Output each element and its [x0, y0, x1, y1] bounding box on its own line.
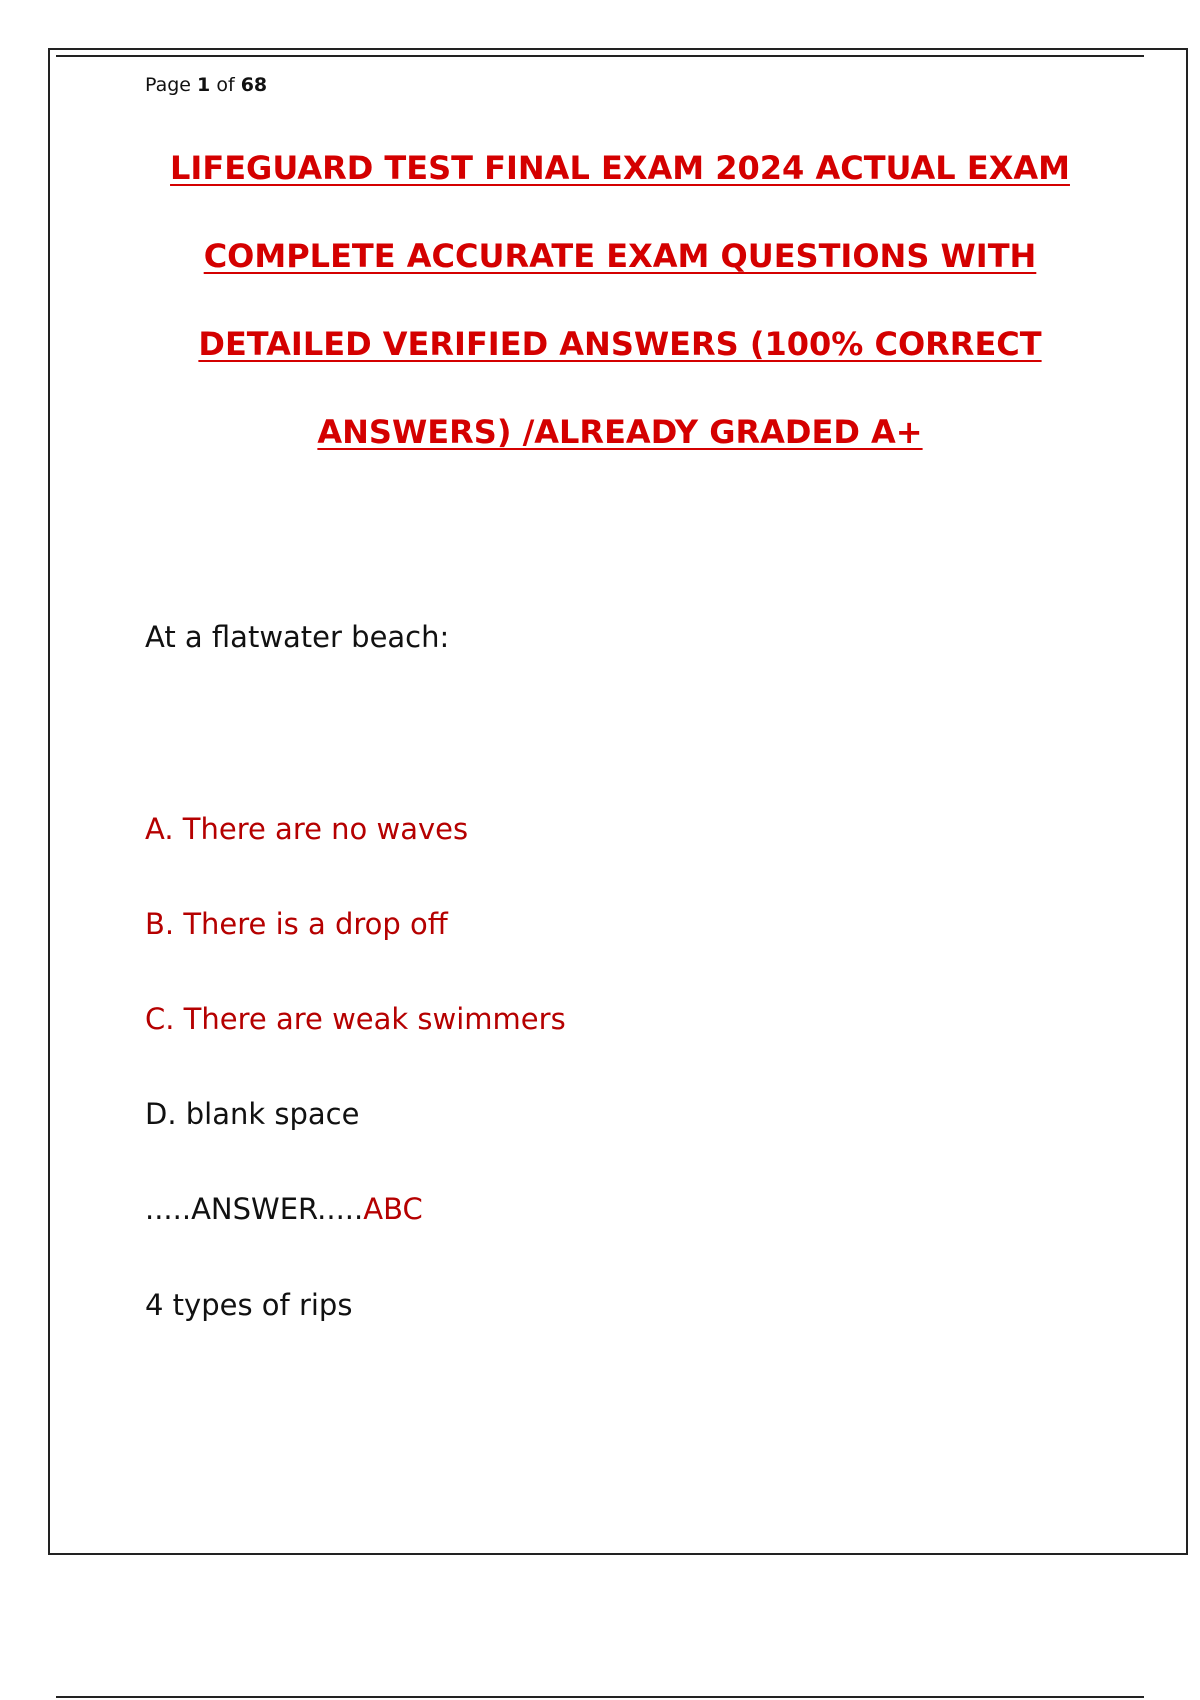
- question-1-prompt: At a flatwater beach:: [145, 620, 450, 654]
- header-rule: [56, 55, 1144, 57]
- option-b: B. There is a drop off: [145, 907, 448, 941]
- title-line-1: LIFEGUARD TEST FINAL EXAM 2024 ACTUAL EXAM: [170, 149, 1070, 187]
- answer-line: [145, 1192, 423, 1226]
- page-indicator: [145, 74, 267, 96]
- option-a: A. There are no waves: [145, 812, 469, 846]
- question-2-prompt: 4 types of rips: [145, 1288, 353, 1322]
- title-line-2: COMPLETE ACCURATE EXAM QUESTIONS WITH: [203, 237, 1037, 275]
- current-page-number: 1: [197, 74, 211, 96]
- title-line-3: DETAILED VERIFIED ANSWERS (100% CORRECT: [198, 325, 1042, 363]
- option-c: C. There are weak swimmers: [145, 1002, 566, 1036]
- option-d: D. blank space: [145, 1097, 360, 1131]
- document-title: [110, 140, 1130, 492]
- answer-value: ABC: [363, 1192, 423, 1226]
- footer-rule: [56, 1696, 1144, 1698]
- page-label: Page: [145, 74, 191, 96]
- answer-label: .....ANSWER.....: [145, 1192, 364, 1226]
- total-pages-number: 68: [240, 74, 268, 96]
- title-line-4: ANSWERS) /ALREADY GRADED A+: [317, 413, 923, 451]
- page-of-label: of: [216, 74, 235, 96]
